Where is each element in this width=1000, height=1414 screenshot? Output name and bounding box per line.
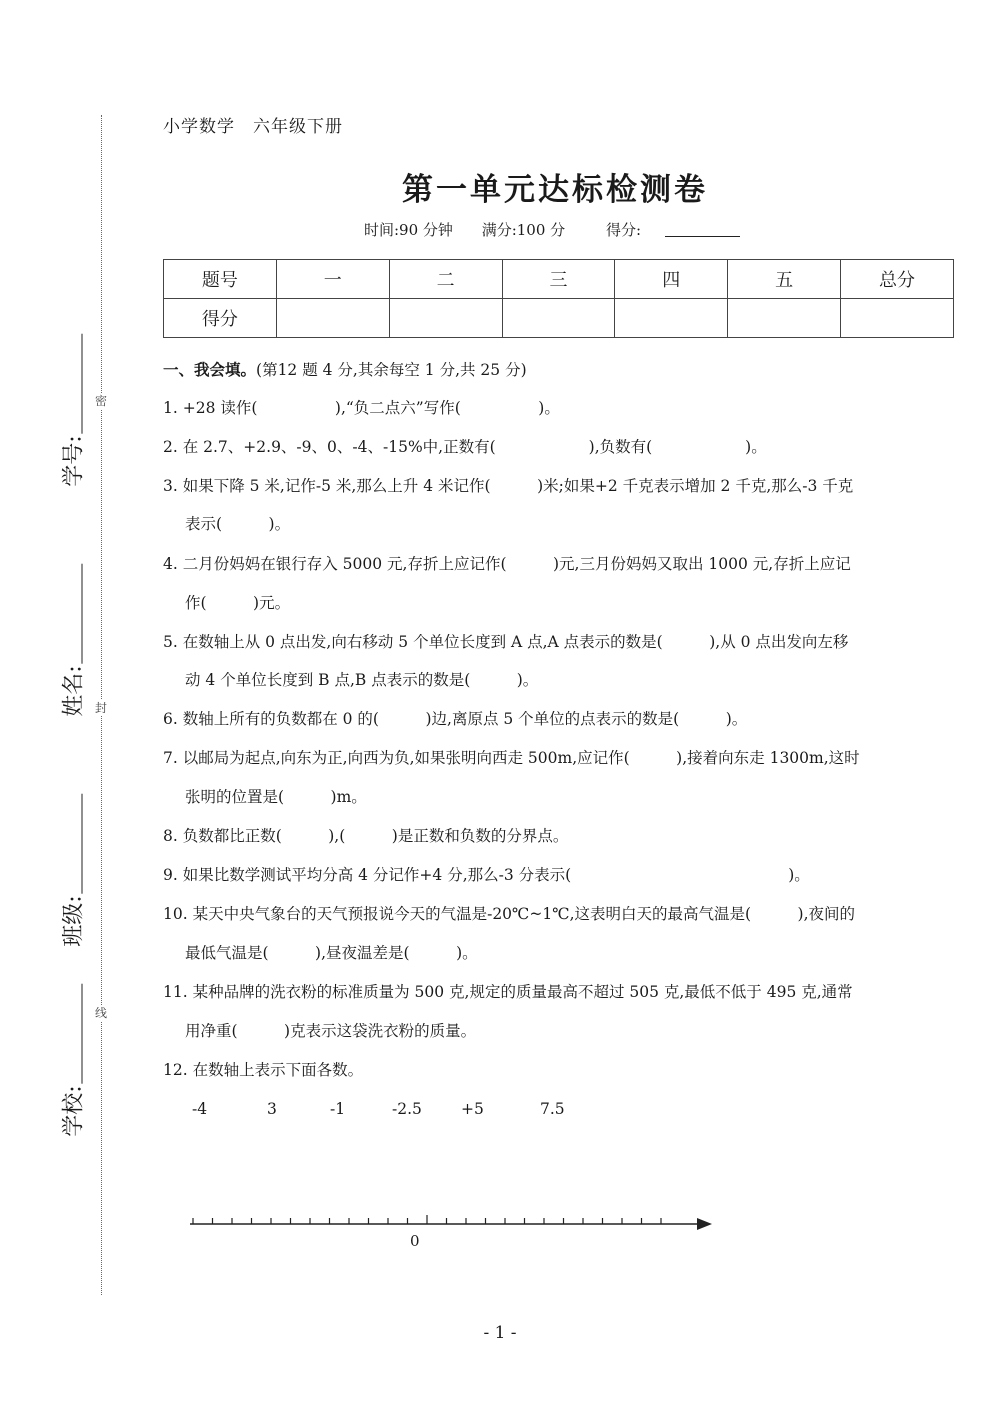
score-input-cell[interactable] [615,299,728,338]
student-id-field[interactable] [42,330,102,490]
question-3-line-1: 3. 如果下降 5 米,记作-5 米,那么上升 4 米记作( )米;如果+2 千克表示增加 2 千克,那么-3 千克 [163,477,854,495]
question-3-line-2 [163,514,958,534]
score-input-cell[interactable] [389,299,502,338]
score-input-cell[interactable] [276,299,389,338]
question-4-line-2 [163,593,958,613]
score-input-cell[interactable] [841,299,954,338]
question-4-text: 作( )元。 [185,594,291,612]
question-6: 6. 数轴上所有的负数都在 0 的( )边,离原点 5 个单位的点表示的数是( )。 [163,710,748,728]
question-10-text: 最低气温是( ),昼夜温差是( )。 [185,944,478,962]
table-cell: 二 [389,260,502,299]
question-3-text: 表示( )。 [185,515,291,533]
table-cell: 题号 [164,260,277,299]
table-cell: 一 [276,260,389,299]
number-item: -2.5 [392,1100,422,1118]
class-blank[interactable] [62,793,83,893]
question-7-text: 张明的位置是( )m。 [185,788,367,806]
question-11-line-1: 11. 某种品牌的洗衣粉的标准质量为 500 克,规定的质量最高不超过 505 克,最低不低于 495 克,通常 [163,983,853,1001]
number-item: -4 [192,1100,208,1118]
score-table [163,259,954,338]
question-10-line-1: 10. 某天中央气象台的天气预报说今天的气温是-20℃~1℃,这表明白天的最高气温是( ),夜间的 [163,905,856,923]
question-12: 12. 在数轴上表示下面各数。 [163,1061,364,1079]
seal-char-mi: 密 [94,394,107,408]
score-label: 得分: [605,221,641,239]
student-id-label: 学号: [61,435,87,487]
score-table-score-row [164,299,954,338]
number-line-arrow-icon [697,1218,712,1230]
question-7-line-1: 7. 以邮局为起点,向东为正,向西为负,如果张明向西走 500m,应记作( ),接着向东走 1300m,这时 [163,749,860,767]
exam-title: 第一单元达标检测卷 [402,172,708,208]
score-input-cell[interactable] [502,299,615,338]
question-4-line-1: 4. 二月份妈妈在银行存入 5000 元,存折上应记作( )元,三月份妈妈又取出 1000 元,存折上应记 [163,555,851,573]
question-9: 9. 如果比数学测试平均分高 4 分记作+4 分,那么-3 分表示( )。 [163,866,810,884]
seal-char-xian: 线 [94,1006,107,1020]
class-field[interactable] [42,790,102,950]
question-2: 2. 在 2.7、+2.9、-9、0、-4、-15%中,正数有( ),负数有( )。 [163,438,767,456]
question-8: 8. 负数都比正数( ),( )是正数和负数的分界点。 [163,827,569,845]
number-line[interactable] [185,1210,715,1234]
table-cell: 四 [615,260,728,299]
page-number: - 1 - [483,1323,517,1343]
name-field[interactable] [42,560,102,720]
score-field[interactable] [594,221,752,239]
name-blank[interactable] [62,563,83,663]
question-5-line-1: 5. 在数轴上从 0 点出发,向右移动 5 个单位长度到 A 点,A 点表示的数是( ),从 0 点出发向左移 [163,633,849,651]
section-heading: 一、我会填。 [163,360,257,379]
number-item: +5 [461,1100,484,1118]
score-table-header-row [164,260,954,299]
class-label: 班级: [61,895,87,947]
table-cell: 总分 [841,260,954,299]
school-blank[interactable] [62,983,83,1083]
number-line-zero-label: 0 [410,1232,420,1250]
numbers-to-plot [0,1100,1000,1122]
exam-info [163,219,953,240]
question-5-line-2 [163,670,958,690]
table-cell: 得分 [164,299,277,338]
score-blank[interactable] [665,222,740,237]
full-score-info: 满分:100 分 [481,221,566,239]
table-cell: 五 [728,260,841,299]
number-item: 7.5 [540,1100,565,1118]
header-subject: 小学数学 六年级下册 [163,117,343,137]
question-11-line-2 [163,1021,958,1041]
question-10-line-2 [163,943,958,963]
time-info: 时间:90 分钟 [364,221,453,239]
question-11-text: 用净重( )克表示这袋洗衣粉的质量。 [185,1022,477,1040]
section-title [163,358,527,380]
number-item: 3 [267,1100,277,1118]
question-5-text: 动 4 个单位长度到 B 点,B 点表示的数是( )。 [185,671,539,689]
seal-char-feng: 封 [94,701,107,715]
question-1: 1. +28 读作( ),“负二点六”写作( )。 [163,399,560,417]
name-label: 姓名: [61,665,87,717]
school-label: 学校: [61,1085,87,1137]
section-note: (第12 题 4 分,其余每空 1 分,共 25 分) [256,361,527,379]
number-line-ticks [193,1215,661,1224]
number-item: -1 [330,1100,346,1118]
question-7-line-2 [163,787,958,807]
table-cell: 三 [502,260,615,299]
score-input-cell[interactable] [728,299,841,338]
student-id-blank[interactable] [62,333,83,433]
